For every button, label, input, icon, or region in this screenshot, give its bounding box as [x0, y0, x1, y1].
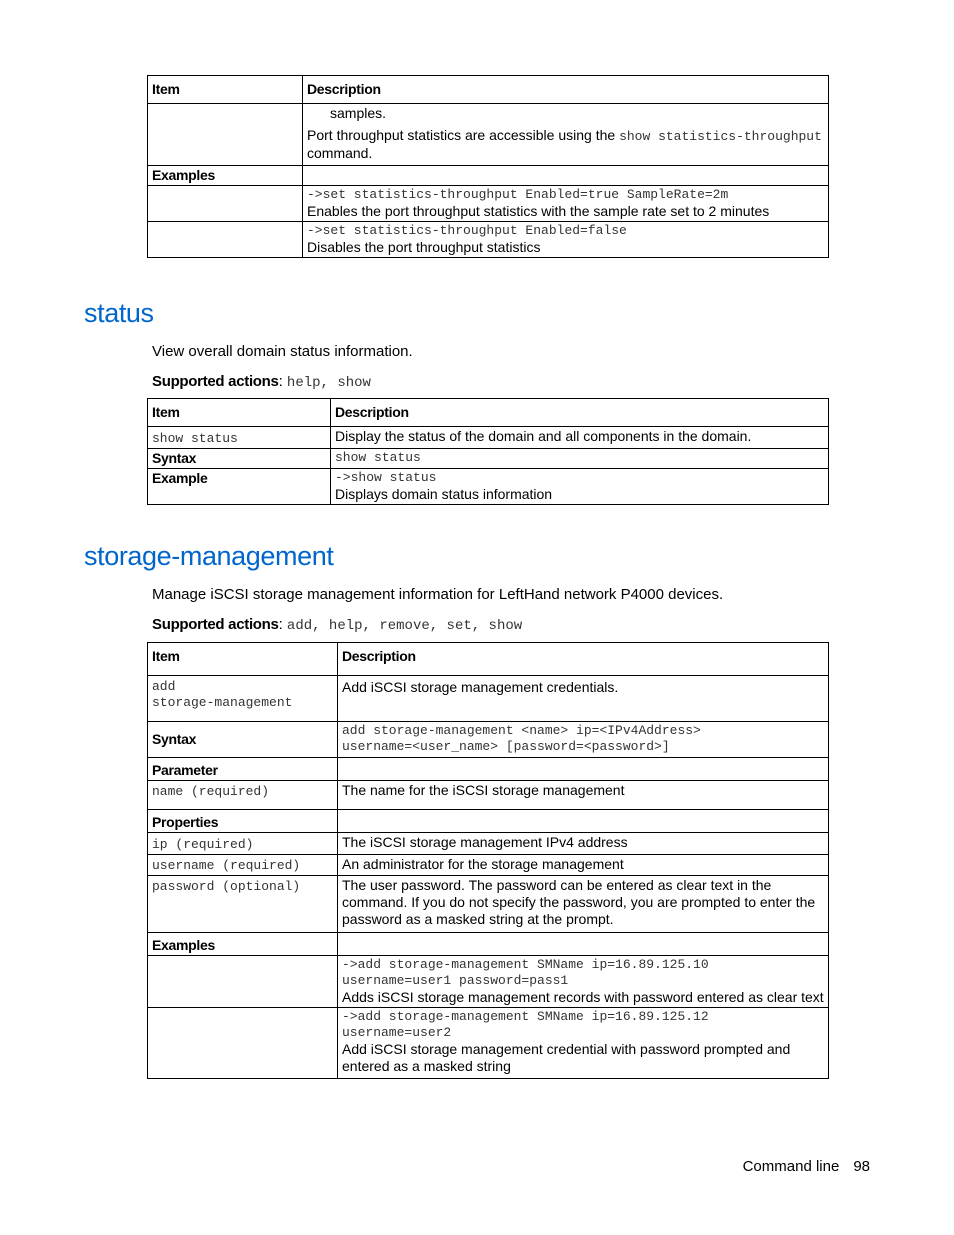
table-row	[148, 855, 829, 876]
example-description: Disables the port throughput statistics	[307, 239, 541, 255]
header-item: Item	[148, 399, 331, 427]
example-description: Adds iSCSI storage management records with password entered as clear text	[342, 989, 824, 1005]
item-cell	[148, 833, 338, 855]
item-parameter: name (required)	[152, 784, 270, 799]
storage-management-table	[147, 642, 829, 1079]
parameter-label: Parameter	[148, 758, 338, 781]
header-description: Description	[331, 399, 829, 427]
empty-cell	[338, 810, 829, 833]
item-cell	[148, 676, 338, 722]
table-row	[148, 758, 829, 781]
table-row	[148, 222, 829, 258]
table-row	[148, 449, 829, 469]
table-row	[148, 469, 829, 505]
syntax-value: show status	[335, 450, 421, 465]
note-command: show statistics-throughput	[619, 129, 822, 144]
table-header-row	[148, 399, 829, 427]
syntax-cell	[338, 722, 829, 758]
table-header-row	[148, 643, 829, 676]
example-command: ->set statistics-throughput Enabled=false	[307, 223, 627, 238]
empty-cell	[338, 758, 829, 781]
table-row	[148, 427, 829, 449]
table-row	[148, 676, 829, 722]
item-cell	[148, 855, 338, 876]
note-text-end: command.	[307, 145, 373, 161]
table-row	[148, 933, 829, 956]
item-cell	[148, 876, 338, 933]
example-cell	[338, 1008, 829, 1079]
item-property: username (required)	[152, 858, 301, 873]
storage-supported-actions: Supported actions: add, help, remove, set, show	[152, 616, 523, 634]
accessibility-note	[307, 127, 824, 162]
example-command: ->add storage-management SMName ip=16.89.125.12 username=user2	[342, 1009, 709, 1040]
item-cell	[148, 427, 331, 449]
item-command: show status	[152, 431, 238, 446]
item-property: ip (required)	[152, 837, 254, 852]
table-row	[148, 1008, 829, 1079]
description-cell: The name for the iSCSI storage management	[338, 781, 829, 810]
empty-cell	[303, 166, 829, 186]
supported-actions-label: Supported actions	[152, 616, 279, 633]
table-row	[148, 833, 829, 855]
page-footer	[743, 1158, 870, 1175]
example-description: Enables the port throughput statistics with the sample rate set to 2 minutes	[307, 203, 770, 219]
table-row	[148, 781, 829, 810]
header-description: Description	[338, 643, 829, 676]
table-row	[148, 876, 829, 933]
empty-cell	[148, 1008, 338, 1079]
description-cell: An administrator for the storage management	[338, 855, 829, 876]
table-row	[148, 166, 829, 186]
description-cell	[303, 104, 829, 166]
note-text: Port throughput statistics are accessible using the	[307, 127, 616, 143]
syntax-label: Syntax	[148, 449, 331, 469]
section-title-status: status	[84, 298, 154, 328]
empty-cell	[148, 186, 303, 222]
empty-cell	[148, 956, 338, 1008]
example-label: Example	[148, 469, 331, 505]
examples-label: Examples	[148, 166, 303, 186]
table-row	[148, 810, 829, 833]
item-cell	[148, 104, 303, 166]
syntax-cell	[331, 449, 829, 469]
table-row	[148, 956, 829, 1008]
example-description: Displays domain status information	[335, 486, 553, 502]
header-item: Item	[148, 76, 303, 104]
description-cell: The user password. The password can be entered as clear text in the command. If you do not specify the password, you are prompted to enter the password as a masked string at the prompt.	[338, 876, 829, 933]
status-intro: View overall domain status information.	[152, 343, 413, 360]
table-row	[148, 722, 829, 758]
item-cell	[148, 781, 338, 810]
example-cell	[303, 222, 829, 258]
table-row	[148, 186, 829, 222]
example-command: ->add storage-management SMName ip=16.89.125.10 username=user1 password=pass1	[342, 957, 709, 988]
table-header-row	[148, 76, 829, 104]
example-command: ->show status	[335, 470, 437, 485]
section-title-storage-management: storage-management	[84, 541, 334, 571]
supported-actions-label: Supported actions	[152, 373, 279, 390]
description-cell: The iSCSI storage management IPv4 address	[338, 833, 829, 855]
item-command: add storage-management	[152, 679, 293, 710]
supported-actions-values: help, show	[286, 375, 371, 391]
page-number: 98	[853, 1158, 870, 1175]
table-row	[148, 104, 829, 166]
properties-label: Properties	[148, 810, 338, 833]
statistics-throughput-table	[147, 75, 829, 258]
supported-actions-values: add, help, remove, set, show	[286, 618, 523, 634]
example-cell	[331, 469, 829, 505]
examples-label: Examples	[148, 933, 338, 956]
syntax-value: add storage-management <name> ip=<IPv4Address> username=<user_name> [password=<password>]	[342, 723, 701, 754]
example-description: Add iSCSI storage management credential with password prompted and entered as a masked string	[342, 1041, 791, 1074]
description-cell: Add iSCSI storage management credentials.	[338, 676, 829, 722]
storage-intro: Manage iSCSI storage management information for LeftHand network P4000 devices.	[152, 586, 724, 603]
header-item: Item	[148, 643, 338, 676]
description-cell: Display the status of the domain and all components in the domain.	[331, 427, 829, 449]
item-property: password (optional)	[152, 879, 301, 894]
status-table	[147, 398, 829, 505]
syntax-label: Syntax	[148, 722, 338, 758]
empty-cell	[338, 933, 829, 956]
example-cell	[303, 186, 829, 222]
continued-text: samples.	[330, 105, 387, 121]
empty-cell	[148, 222, 303, 258]
status-supported-actions: Supported actions: help, show	[152, 373, 371, 391]
example-command: ->set statistics-throughput Enabled=true SampleRate=2m	[307, 187, 729, 202]
footer-section: Command line	[742, 1158, 840, 1175]
header-description: Description	[303, 76, 829, 104]
example-cell	[338, 956, 829, 1008]
